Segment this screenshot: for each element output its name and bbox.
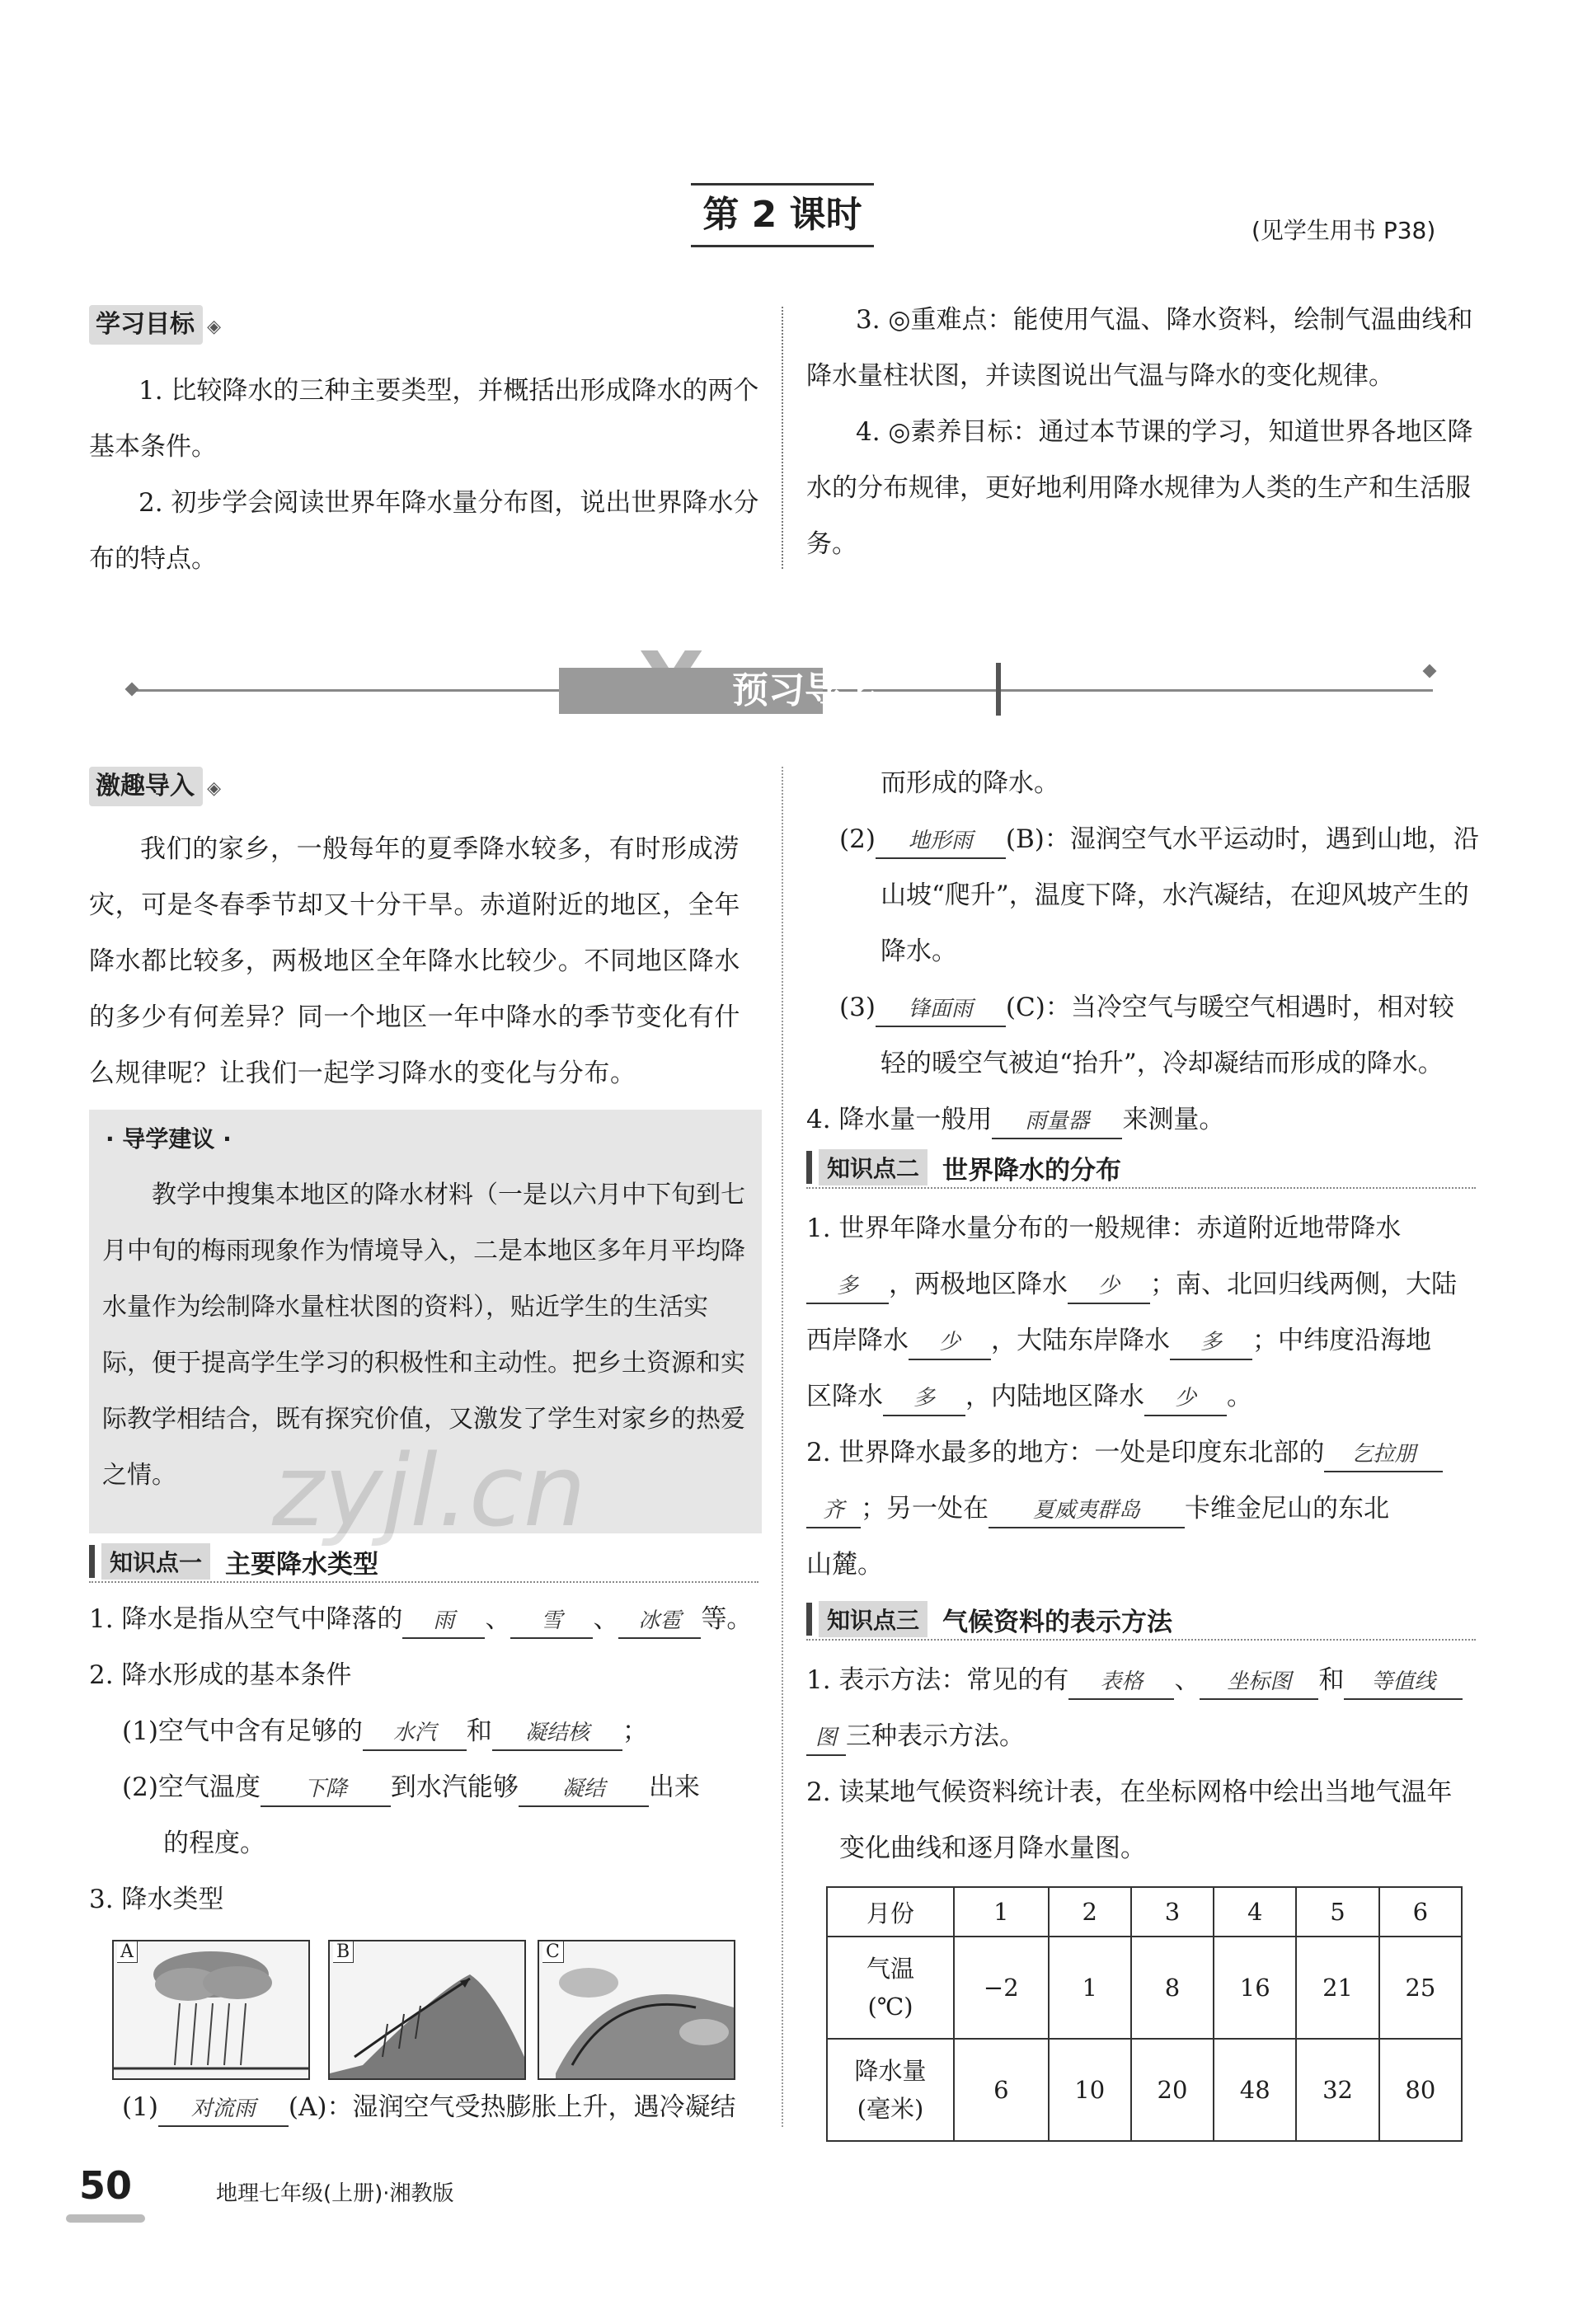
- blank-rain-gauge: 雨量器: [992, 1105, 1122, 1139]
- goals-tag: [89, 305, 221, 345]
- table-cell: −2: [954, 1937, 1049, 2039]
- kp2-title: 世界降水的分布: [942, 1155, 1122, 1185]
- frontal-rain-illustration: [539, 1941, 734, 2078]
- orographic-rain-illustration: [330, 1941, 524, 2078]
- blank-equator: 多: [806, 1270, 889, 1304]
- kp3-tag: 知识点三: [819, 1601, 927, 1637]
- blank-convective: 对流雨: [158, 2092, 289, 2127]
- text: (1)空气中含有足够的: [122, 1716, 363, 1746]
- section-banner: [130, 641, 1433, 732]
- blank-orographic: 地形雨: [876, 824, 1006, 859]
- goals-tag-label: 学习目标: [89, 305, 203, 345]
- table-cell: 21: [1296, 1937, 1378, 2039]
- climate-table: [826, 1886, 1463, 2142]
- kp1-line4: [89, 1759, 773, 1815]
- table-cell: 20: [1131, 2039, 1214, 2141]
- diagram-label-b: B: [333, 1941, 354, 1963]
- banner-edge: [996, 663, 1001, 716]
- table-cell: 10: [1049, 2039, 1131, 2141]
- kp1-line1: 1. 降水是指从空气中降落的 雨 、 雪 、 冰雹 等。: [89, 1591, 773, 1647]
- goal-2: 2. 初步学会阅读世界年降水量分布图，说出世界降水分布的特点。: [89, 488, 759, 574]
- diagram-label-a: A: [117, 1941, 138, 1963]
- kp2-header: [806, 1148, 1476, 1189]
- frontal-line: [806, 979, 1491, 1035]
- table-cell: 3: [1131, 1887, 1214, 1937]
- table-cell: 16: [1214, 1937, 1296, 2039]
- text: (2)空气温度: [122, 1772, 261, 1802]
- goals-right: [806, 292, 1481, 572]
- text: 和: [1318, 1665, 1345, 1695]
- blank-isoline-2: 图: [806, 1721, 846, 1756]
- blank-hail: 冰雹: [618, 1604, 701, 1639]
- blank-hawaii: 夏威夷群岛: [989, 1494, 1185, 1528]
- table-row: [827, 2039, 1462, 2141]
- diagram-orographic: [328, 1940, 526, 2080]
- blank-nuclei: 凝结核: [492, 1716, 622, 1751]
- kp2-line4: [806, 1369, 1491, 1425]
- kp1-line4-cont: 的程度。: [163, 1829, 265, 1858]
- kp1-title: 主要降水类型: [225, 1549, 379, 1580]
- text: ；: [622, 1716, 648, 1746]
- diagram-frontal: [538, 1940, 735, 2080]
- text: 出来: [648, 1772, 700, 1802]
- kp3-body: [806, 1652, 1491, 1876]
- banner-dot-right: [1423, 664, 1437, 678]
- kp1-line2: 2. 降水形成的基本条件: [89, 1660, 352, 1690]
- diagram-label-c: C: [542, 1941, 564, 1963]
- text: 区降水: [806, 1382, 883, 1411]
- text: 西岸降水: [806, 1326, 909, 1355]
- kp2-line5: [806, 1425, 1491, 1481]
- text: ，内陆地区降水: [965, 1382, 1144, 1411]
- lesson-title: [691, 183, 874, 247]
- orographic-cont1: 山坡“爬升”，温度下降，水汽凝结，在迎风坡产生的: [881, 880, 1469, 910]
- kp3-line3: 2. 读某地气候资料统计表，在坐标网格中绘出当地气温年: [806, 1777, 1453, 1807]
- kp3-line1: 1. 表示方法：常见的有 表格 、 坐标图 和 等值线: [806, 1652, 1491, 1708]
- table-cell: 6: [1379, 1887, 1462, 1937]
- kp2-line3: [806, 1312, 1491, 1369]
- text: 1. 表示方法：常见的有: [806, 1665, 1069, 1695]
- diagram-convective: [112, 1940, 310, 2080]
- blank-east-coast: 多: [1170, 1326, 1252, 1360]
- guide-title: · 导学建议 ·: [106, 1125, 232, 1153]
- frontal-cont: 轻的暖空气被迫“抬升”，冷却凝结而形成的降水。: [881, 1049, 1444, 1078]
- goals-left: [89, 363, 763, 587]
- text: (3): [839, 993, 876, 1022]
- text: 卡维金尼山的东北: [1185, 1494, 1389, 1524]
- kp2-line1: 1. 世界年降水量分布的一般规律：赤道附近地带降水: [806, 1214, 1402, 1243]
- goals-divider: [782, 307, 783, 569]
- text: (B)：湿润空气水平运动时，遇到山地，沿: [1005, 824, 1479, 854]
- table-cell: 80: [1379, 2039, 1462, 2141]
- blank-drop: 下降: [261, 1772, 391, 1807]
- text: ；南、北回归线两侧，大陆: [1150, 1270, 1457, 1299]
- kp3-bar: [806, 1603, 812, 1636]
- kp3-header: [806, 1599, 1476, 1641]
- text: (1): [122, 2092, 158, 2122]
- blank-cherrapunji-1: 乞拉朋: [1324, 1438, 1443, 1472]
- kp1-line5: 3. 降水类型: [89, 1885, 224, 1914]
- blank-west-coast: 少: [909, 1326, 991, 1360]
- goal-1: 1. 比较降水的三种主要类型，并概括出形成降水的两个基本条件。: [89, 376, 759, 462]
- kp2-body: [806, 1200, 1491, 1593]
- diamond-icon: ◈: [207, 317, 222, 337]
- blank-inland: 少: [1144, 1382, 1227, 1416]
- guide-text: 教学中搜集本地区的降水材料（一是以六月中下旬到七月中旬的梅雨现象作为情境导入，二是本地区多年月平均降水量作为绘制降水量柱状图的资料），贴近学生的生活实际，便于提高学生学习的积极性和主动性。把乡土资源和实际教学相结合，既有探究价值，又激发了学生对家乡的热爱之情。: [102, 1181, 745, 1490]
- blank-isoline-1: 等值线: [1344, 1665, 1463, 1700]
- table-cell: 8: [1131, 1937, 1214, 2039]
- orographic-cont2: 降水。: [881, 937, 957, 966]
- convective-cont: 而形成的降水。: [881, 768, 1059, 798]
- convective-rain-illustration: [114, 1941, 308, 2078]
- table-header-month: 月份: [827, 1887, 954, 1937]
- blank-cherrapunji-2: 齐: [806, 1494, 861, 1528]
- kp2-bar: [806, 1151, 812, 1184]
- table-cell: 48: [1214, 2039, 1296, 2141]
- kp1-line6: [89, 2079, 773, 2135]
- watermark: zyjl.cn: [272, 1434, 586, 1549]
- text: 等。: [701, 1604, 753, 1634]
- precip-unit: (毫米): [857, 2095, 924, 2123]
- temp-label: 气温: [866, 1955, 914, 1983]
- text: 和: [466, 1716, 492, 1746]
- precip-label: 降水量: [854, 2057, 927, 2085]
- text: ，大陆东岸降水: [991, 1326, 1170, 1355]
- text: (A)：湿润空气受热膨胀上升，遇冷凝结: [288, 2092, 736, 2122]
- lesson-title-text: 第 2 课时: [702, 194, 862, 236]
- kp2-line7: 山麓。: [806, 1550, 883, 1580]
- kp3-line4: 变化曲线和逐月降水量图。: [839, 1833, 1146, 1863]
- table-row: [827, 1937, 1462, 2039]
- intro-tag: [89, 767, 221, 806]
- temp-unit: (℃): [867, 1993, 913, 2021]
- text: 来测量。: [1122, 1105, 1225, 1134]
- kp2-line6: [806, 1481, 1491, 1537]
- right-top: [806, 755, 1491, 1148]
- book-title: 地理七年级(上册)·湘教版: [216, 2181, 454, 2206]
- kp2-line2: [806, 1256, 1491, 1312]
- table-cell: 1: [954, 1887, 1049, 1937]
- table-cell: 25: [1379, 1937, 1462, 2039]
- text: 到水汽能够: [390, 1772, 519, 1802]
- goal-4: 4. ◎素养目标：通过本节课的学习，知道世界各地区降水的分布规律，更好地利用降水规律为人类的生产和生活服务。: [806, 417, 1473, 559]
- table-cell: 1: [1049, 1937, 1131, 2039]
- text: 1. 降水是指从空气中降落的: [89, 1604, 403, 1634]
- text: 4. 降水量一般用: [806, 1105, 993, 1134]
- blank-coordinate: 坐标图: [1200, 1665, 1318, 1700]
- table-cell: 5: [1296, 1887, 1378, 1937]
- table-cell: 6: [954, 2039, 1049, 2141]
- column-divider: [782, 767, 783, 2127]
- kp2-tag: 知识点二: [819, 1149, 927, 1185]
- blank-coastal: 多: [883, 1382, 965, 1416]
- text: (2): [839, 824, 876, 854]
- orographic-line: [806, 811, 1491, 867]
- table-header-precip: [827, 2039, 954, 2141]
- table-cell: 32: [1296, 2039, 1378, 2141]
- blank-condense: 凝结: [519, 1772, 649, 1807]
- kp3-line2: [806, 1708, 1491, 1764]
- rain-gauge-line: [806, 1092, 1491, 1148]
- blank-polar: 少: [1068, 1270, 1150, 1304]
- blank-frontal: 锋面雨: [876, 993, 1006, 1027]
- diamond-icon: ◈: [207, 778, 222, 799]
- intro-tag-label: 激趣导入: [89, 767, 203, 806]
- text: ，两极地区降水: [889, 1270, 1068, 1299]
- table-row: [827, 1887, 1462, 1937]
- kp1-line3: [89, 1703, 773, 1759]
- table-cell: 2: [1049, 1887, 1131, 1937]
- text: ；另一处在: [861, 1494, 989, 1524]
- kp1-body: [89, 1591, 773, 1927]
- blank-snow: 雪: [510, 1604, 593, 1639]
- student-book-ref: (见学生用书 P38): [1252, 217, 1436, 244]
- table-cell: 4: [1214, 1887, 1296, 1937]
- banner-dot-left: [125, 683, 139, 697]
- kp1-bar: [89, 1545, 95, 1578]
- blank-rain: 雨: [402, 1604, 485, 1639]
- kp3-title: 气候资料的表示方法: [942, 1607, 1173, 1637]
- kp1-tag: 知识点一: [101, 1543, 210, 1580]
- page-number-underline: [66, 2214, 145, 2223]
- banner-label: 预习导学: [732, 669, 877, 711]
- text: ；中纬度沿海地: [1252, 1326, 1431, 1355]
- blank-vapor: 水汽: [363, 1716, 467, 1751]
- blank-table: 表格: [1068, 1665, 1174, 1700]
- intro-text: 我们的家乡，一般每年的夏季降水较多，有时形成涝灾，可是冬春季节却又十分干旱。赤道附近的地区，全年降水都比较多，两极地区全年降水比较少。不同地区降水的多少有何差异？同一个地区一年中降水的季节变化有什么规律呢？让我们一起学习降水的变化与分布。: [89, 834, 740, 1088]
- text: (C)：当冷空气与暖空气相遇时，相对较: [1005, 993, 1454, 1022]
- table-header-temp: [827, 1937, 954, 2039]
- intro-body: [89, 821, 763, 1101]
- kp1-line6-wrap: [89, 2079, 773, 2135]
- goal-3: 3. ◎重难点：能使用气温、降水资料，绘制气温曲线和降水量柱状图，并读图说出气温与降水的变化规律。: [806, 305, 1473, 391]
- text: 2. 世界降水最多的地方：一处是印度东北部的: [806, 1438, 1325, 1467]
- text: 。: [1227, 1382, 1252, 1411]
- page-number: 50: [79, 2163, 133, 2208]
- text: 三种表示方法。: [846, 1721, 1025, 1751]
